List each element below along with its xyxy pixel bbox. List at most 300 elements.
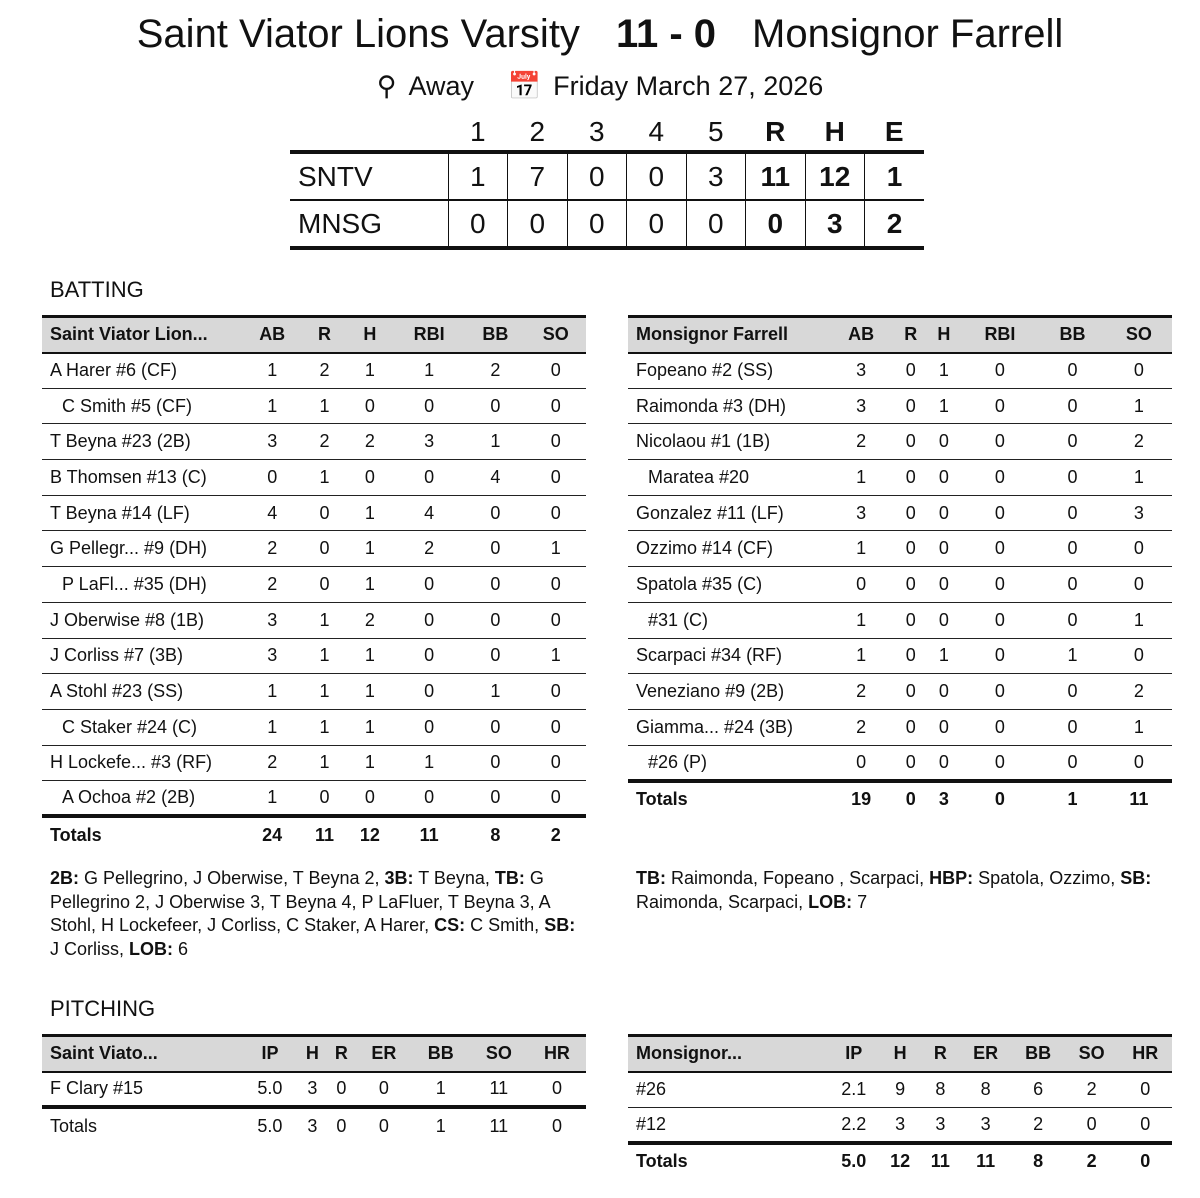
home-batting-table <box>42 315 586 852</box>
stat-cell: 0 <box>364 787 375 808</box>
player-row <box>628 388 1172 424</box>
player-row <box>628 709 1172 745</box>
note-text: 7 <box>852 891 868 912</box>
total-cell: 19 <box>828 781 894 817</box>
note-text: C Smith, <box>465 915 545 936</box>
stat-cell: 0 <box>1039 602 1105 638</box>
note-text: G Pellegrino, J Oberwise, T Beyna 2, <box>79 868 385 888</box>
column-header: AB <box>828 317 894 353</box>
stat-cell: 0 <box>526 353 586 389</box>
stat-cell: 0 <box>393 460 465 496</box>
stat-cell: 3 <box>935 1113 946 1134</box>
stat-cell: 4 <box>465 460 525 496</box>
inning-score: 0 <box>567 152 627 200</box>
stat-cell: 0 <box>927 567 960 603</box>
total-cell: 11 <box>921 1143 960 1179</box>
game-date: Friday March 27, 2026 <box>553 71 824 101</box>
player-name: Scarpaci #34 (RF) <box>628 638 828 674</box>
stat-cell: 1 <box>302 602 346 638</box>
totals-label: Totals <box>628 781 828 817</box>
stat-cell: 11 <box>489 1078 509 1099</box>
stat-cell: 2 <box>347 602 394 638</box>
line-score-header <box>290 114 924 152</box>
stat-cell: 1 <box>1106 709 1172 745</box>
home-team-name: Saint Viator Lions Varsity <box>136 12 580 56</box>
line-score-table <box>290 114 924 250</box>
player-row <box>42 460 586 496</box>
stat-cell: 0 <box>465 745 525 781</box>
stat-cell: 2 <box>302 353 346 389</box>
pitching-heading: PITCHING <box>50 996 156 1021</box>
totals-row <box>628 781 1172 817</box>
stat-cell: 0 <box>960 495 1039 531</box>
stat-cell: 0 <box>526 709 586 745</box>
note-text: Raimonda, Scarpaci, <box>636 891 809 912</box>
inning-score: 0 <box>448 200 508 248</box>
column-header: ER <box>960 1036 1011 1072</box>
home-pitching-table <box>42 1034 586 1143</box>
total-cell: 0 <box>894 781 927 817</box>
team-abbr: MNSG <box>290 200 448 248</box>
stat-cell: 0 <box>465 388 525 424</box>
stat-cell: 1 <box>393 745 465 781</box>
column-header: BB <box>1011 1036 1065 1072</box>
stat-cell: 0 <box>526 674 586 710</box>
total-cell: 5.0 <box>828 1143 880 1179</box>
stat-cell: 0 <box>894 460 927 496</box>
table-header <box>42 317 586 353</box>
away-batting-notes <box>636 867 1166 914</box>
player-row <box>628 674 1172 710</box>
column-header: SO <box>526 317 586 353</box>
stat-cell: 0 <box>905 751 916 772</box>
player-row <box>628 638 1172 674</box>
totals-label: Totals <box>42 1107 242 1143</box>
stat-cell: 0 <box>894 709 927 745</box>
stat-cell: 0 <box>526 495 586 531</box>
stat-cell: 2 <box>828 424 894 460</box>
stat-cell: 3 <box>828 353 894 389</box>
away-pitching-table <box>628 1034 1172 1179</box>
player-name: C Smith #5 (CF) <box>42 388 242 424</box>
stat-cell: 1 <box>828 638 894 674</box>
stat-cell: 0 <box>1039 709 1105 745</box>
player-name: B Thomsen #13 (C) <box>42 460 242 496</box>
line-score-row <box>290 200 924 248</box>
stat-cell: 1 <box>393 353 465 389</box>
stat-cell: 3 <box>242 638 302 674</box>
column-header: RBI <box>960 317 1039 353</box>
stat-cell: 0 <box>393 638 465 674</box>
inning-score: 2 <box>865 200 925 248</box>
stat-cell: 1 <box>302 745 346 781</box>
stat-cell: 5.0 <box>257 1078 283 1099</box>
note-label: LOB: <box>808 891 853 912</box>
total-cell: 12 <box>880 1143 921 1179</box>
stat-cell: 0 <box>465 638 525 674</box>
inning-header: E <box>884 116 904 147</box>
stat-cell: 0 <box>347 460 394 496</box>
note-text: Spatola, Ozzimo, <box>973 868 1121 888</box>
stat-cell: 1 <box>347 638 394 674</box>
note-text: T Beyna, <box>413 868 495 888</box>
player-name: A Ochoa #2 (2B) <box>62 787 196 808</box>
stat-cell: 0 <box>1140 1113 1151 1134</box>
note-label: SB: <box>1120 868 1152 888</box>
column-header: H <box>880 1036 921 1072</box>
stat-cell: 0 <box>378 1078 389 1099</box>
inning-score: 3 <box>805 200 865 248</box>
stat-cell: 3 <box>828 495 894 531</box>
stat-cell: 0 <box>927 602 960 638</box>
stat-cell: 0 <box>526 745 586 781</box>
stat-cell: 1 <box>465 424 525 460</box>
stat-cell: 2 <box>1033 1113 1044 1134</box>
stat-cell: 0 <box>894 674 927 710</box>
stat-cell: 1 <box>242 388 302 424</box>
stat-cell: 2 <box>347 424 394 460</box>
stat-cell: 1 <box>242 674 302 710</box>
stat-cell: 9 <box>880 1072 921 1108</box>
player-name: #12 <box>636 1113 667 1134</box>
player-row <box>628 1107 1172 1143</box>
player-row <box>628 567 1172 603</box>
column-header: Saint Viator Lion... <box>42 317 242 353</box>
inning-header: 5 <box>707 116 724 147</box>
stat-cell: 1 <box>347 709 394 745</box>
column-header: HR <box>528 1036 586 1072</box>
column-header: SO <box>1065 1036 1119 1072</box>
note-label: 3B: <box>384 868 414 888</box>
player-name: J Corliss #7 (3B) <box>42 638 242 674</box>
stat-cell: 0 <box>465 567 525 603</box>
game-meta <box>0 70 1200 102</box>
column-header: Saint Viato... <box>42 1036 242 1072</box>
home-batting-notes <box>50 867 580 961</box>
column-header: H <box>927 317 960 353</box>
stat-cell: 0 <box>1039 567 1105 603</box>
stat-cell: 0 <box>242 460 302 496</box>
stat-cell: 1 <box>347 567 394 603</box>
stat-cell: 0 <box>465 495 525 531</box>
stat-cell: 1 <box>526 638 586 674</box>
stat-cell: 1 <box>927 388 960 424</box>
stat-cell: 1 <box>526 531 586 567</box>
column-header: Monsignor Farrell <box>628 317 828 353</box>
stat-cell: 0 <box>960 531 1039 567</box>
totals-label: Totals <box>42 816 242 852</box>
stat-cell: 0 <box>1039 674 1105 710</box>
stat-cell: 1 <box>302 709 346 745</box>
stat-cell: 1 <box>302 674 346 710</box>
total-cell: 11 <box>302 816 346 852</box>
note-label: HBP: <box>929 868 974 888</box>
stat-cell: 0 <box>1039 353 1105 389</box>
inning-header: R <box>765 116 786 147</box>
stat-cell: 2 <box>465 353 525 389</box>
inning-score: 0 <box>746 200 806 248</box>
team-abbr: SNTV <box>290 152 448 200</box>
stat-cell: 0 <box>856 751 867 772</box>
total-cell: 8 <box>465 816 525 852</box>
stat-cell: 0 <box>894 424 927 460</box>
stat-cell: 0 <box>938 751 949 772</box>
stat-cell: 0 <box>960 424 1039 460</box>
player-row <box>628 495 1172 531</box>
stat-cell: 0 <box>828 567 894 603</box>
stat-cell: 4 <box>242 495 302 531</box>
stat-cell: 3 <box>828 388 894 424</box>
player-name: Giamma... #24 (3B) <box>628 709 828 745</box>
column-header: RBI <box>393 317 465 353</box>
inning-score: 0 <box>567 200 627 248</box>
stat-cell: 0 <box>1039 424 1105 460</box>
stat-cell: 1 <box>347 353 394 389</box>
total-cell: 8 <box>1011 1143 1065 1179</box>
stat-cell: 0 <box>1039 460 1105 496</box>
stat-cell: 0 <box>526 602 586 638</box>
stat-cell: 2.2 <box>841 1113 867 1134</box>
stat-cell: 0 <box>1106 638 1172 674</box>
stat-cell: 1 <box>1106 388 1172 424</box>
column-header: IP <box>242 1036 298 1072</box>
column-header: IP <box>828 1036 880 1072</box>
player-row <box>42 709 586 745</box>
player-name: Ozzimo #14 (CF) <box>628 531 828 567</box>
stat-cell: 0 <box>960 602 1039 638</box>
stat-cell: 3 <box>980 1113 991 1134</box>
total-cell: 0 <box>356 1107 412 1143</box>
inning-header: 4 <box>648 116 665 147</box>
column-header: AB <box>242 317 302 353</box>
player-name: Fopeano #2 (SS) <box>628 353 828 389</box>
stat-cell: 0 <box>927 531 960 567</box>
inning-score: 0 <box>686 200 746 248</box>
player-row <box>628 531 1172 567</box>
column-header: Monsignor... <box>628 1036 828 1072</box>
stat-cell: 0 <box>1106 353 1172 389</box>
player-row <box>42 353 586 389</box>
note-label: TB: <box>636 868 666 888</box>
column-header: ER <box>356 1036 412 1072</box>
inning-score: 0 <box>627 152 687 200</box>
column-header: R <box>894 317 927 353</box>
inning-score: 1 <box>865 152 925 200</box>
stat-cell: 3 <box>307 1078 318 1099</box>
column-header: SO <box>1106 317 1172 353</box>
total-cell: 0 <box>327 1107 356 1143</box>
stat-cell: 0 <box>551 1078 562 1099</box>
stat-cell: 1 <box>435 1078 446 1099</box>
column-header: R <box>302 317 346 353</box>
inning-header: 1 <box>469 116 486 147</box>
stat-cell: 1 <box>302 460 346 496</box>
stat-cell: 0 <box>393 388 465 424</box>
stat-cell: 1 <box>347 674 394 710</box>
stat-cell: 1 <box>302 638 346 674</box>
player-row <box>42 745 586 781</box>
player-name: T Beyna #23 (2B) <box>42 424 242 460</box>
total-cell: 0 <box>1118 1143 1172 1179</box>
player-name: #26 <box>628 1072 828 1108</box>
player-row <box>628 602 1172 638</box>
stat-cell: 0 <box>1067 751 1078 772</box>
stat-cell: 1 <box>242 709 302 745</box>
player-row <box>628 745 1172 781</box>
stat-cell: 2 <box>1106 674 1172 710</box>
column-header: H <box>347 317 394 353</box>
player-name: Nicolaou #1 (1B) <box>628 424 828 460</box>
total-cell: 11 <box>470 1107 528 1143</box>
stat-cell: 2 <box>828 674 894 710</box>
stat-cell: 0 <box>994 751 1005 772</box>
player-name: Spatola #35 (C) <box>628 567 828 603</box>
total-cell: 11 <box>1106 781 1172 817</box>
stat-cell: 0 <box>347 388 394 424</box>
stat-cell: 1 <box>1039 638 1105 674</box>
stat-cell: 1 <box>1106 602 1172 638</box>
note-text: 6 <box>173 938 189 959</box>
totals-row <box>42 1107 586 1143</box>
stat-cell: 0 <box>960 674 1039 710</box>
stat-cell: 3 <box>242 602 302 638</box>
stat-cell: 0 <box>1118 1072 1172 1108</box>
total-cell: 3 <box>927 781 960 817</box>
column-header: SO <box>470 1036 528 1072</box>
stat-cell: 0 <box>526 460 586 496</box>
stat-cell: 0 <box>960 353 1039 389</box>
stat-cell: 0 <box>393 674 465 710</box>
totals-label: Totals <box>628 1143 828 1179</box>
player-name: H Lockefe... #3 (RF) <box>42 745 242 781</box>
stat-cell: 4 <box>393 495 465 531</box>
player-name: Raimonda #3 (DH) <box>628 388 828 424</box>
stat-cell: 2 <box>828 709 894 745</box>
player-name: A Harer #6 (CF) <box>42 353 242 389</box>
stat-cell: 0 <box>526 388 586 424</box>
calendar-icon: 📅 <box>507 71 542 101</box>
total-cell: 2 <box>1065 1143 1119 1179</box>
player-name: G Pellegr... #9 (DH) <box>42 531 242 567</box>
stat-cell: 0 <box>894 602 927 638</box>
column-header: R <box>327 1036 356 1072</box>
stat-cell: 0 <box>927 709 960 745</box>
stat-cell: 1 <box>927 353 960 389</box>
stat-cell: 1 <box>828 460 894 496</box>
player-row <box>42 638 586 674</box>
column-header: R <box>921 1036 960 1072</box>
player-row <box>42 424 586 460</box>
player-name: Veneziano #9 (2B) <box>628 674 828 710</box>
note-label: SB: <box>544 915 576 936</box>
stat-cell: 0 <box>894 388 927 424</box>
total-cell: 1 <box>412 1107 470 1143</box>
inning-header: 2 <box>529 116 546 147</box>
stat-cell: 8 <box>960 1072 1011 1108</box>
location: Away <box>408 71 475 101</box>
stat-cell: 3 <box>1106 495 1172 531</box>
player-row <box>42 602 586 638</box>
stat-cell: 0 <box>1039 531 1105 567</box>
player-name: P LaFl... #35 (DH) <box>42 567 242 603</box>
stat-cell: 0 <box>393 602 465 638</box>
player-row <box>42 567 586 603</box>
stat-cell: 1 <box>302 388 346 424</box>
stat-cell: 2.1 <box>828 1072 880 1108</box>
stat-cell: 1 <box>242 353 302 389</box>
player-row <box>42 781 586 817</box>
player-row <box>42 674 586 710</box>
stat-cell: 0 <box>393 567 465 603</box>
stat-cell: 1 <box>465 674 525 710</box>
inning-header: 3 <box>588 116 605 147</box>
note-text: G Pellegrino 2, J Oberwise 3, T Beyna 4, P LaFluer, T Beyna 3, A Stohl, H Lockefeer, J Corliss, C Staker, A Harer, <box>50 868 550 936</box>
stat-cell: 0 <box>319 787 330 808</box>
stat-cell: 1 <box>828 602 894 638</box>
batting-heading: BATTING <box>50 277 144 302</box>
stat-cell: 0 <box>894 567 927 603</box>
column-header: BB <box>412 1036 470 1072</box>
stat-cell: 0 <box>894 531 927 567</box>
stat-cell: 2 <box>242 745 302 781</box>
stat-cell: 0 <box>927 424 960 460</box>
totals-row <box>628 1143 1172 1179</box>
stat-cell: 3 <box>242 424 302 460</box>
note-label: TB: <box>494 868 525 888</box>
stat-cell: 0 <box>960 460 1039 496</box>
stat-cell: 0 <box>302 531 346 567</box>
stat-cell: 0 <box>960 638 1039 674</box>
total-cell: 2 <box>526 816 586 852</box>
corner-cell <box>290 114 448 152</box>
stat-cell: 0 <box>894 495 927 531</box>
player-row <box>42 531 586 567</box>
stat-cell: 2 <box>242 567 302 603</box>
stat-cell: 2 <box>1106 424 1172 460</box>
stat-cell: 0 <box>465 531 525 567</box>
stat-cell: 1 <box>347 531 394 567</box>
player-name: C Staker #24 (C) <box>42 709 242 745</box>
note-label: LOB: <box>129 938 174 959</box>
total-cell: 11 <box>393 816 465 852</box>
stat-cell: 0 <box>927 460 960 496</box>
stat-cell: 6 <box>1011 1072 1065 1108</box>
stat-cell: 0 <box>490 787 501 808</box>
stat-cell: 0 <box>550 787 561 808</box>
stat-cell: 0 <box>960 388 1039 424</box>
stat-cell: 0 <box>1039 495 1105 531</box>
stat-cell: 1 <box>927 638 960 674</box>
table-header <box>42 1036 586 1072</box>
stat-cell: 8 <box>921 1072 960 1108</box>
player-name: T Beyna #14 (LF) <box>42 495 242 531</box>
stat-cell: 3 <box>895 1113 906 1134</box>
total-cell: 0 <box>960 781 1039 817</box>
table-header <box>628 1036 1172 1072</box>
player-name: Maratea #20 <box>628 460 828 496</box>
table-header <box>628 317 1172 353</box>
stat-cell: 0 <box>302 495 346 531</box>
total-cell: 0 <box>528 1107 586 1143</box>
player-name: A Stohl #23 (SS) <box>42 674 242 710</box>
stat-cell: 0 <box>526 424 586 460</box>
total-cell: 24 <box>242 816 302 852</box>
stat-cell: 0 <box>302 567 346 603</box>
note-label: 2B: <box>50 868 80 888</box>
away-team-name: Monsignor Farrell <box>752 12 1064 56</box>
stat-cell: 0 <box>1086 1113 1097 1134</box>
inning-score: 0 <box>508 200 568 248</box>
